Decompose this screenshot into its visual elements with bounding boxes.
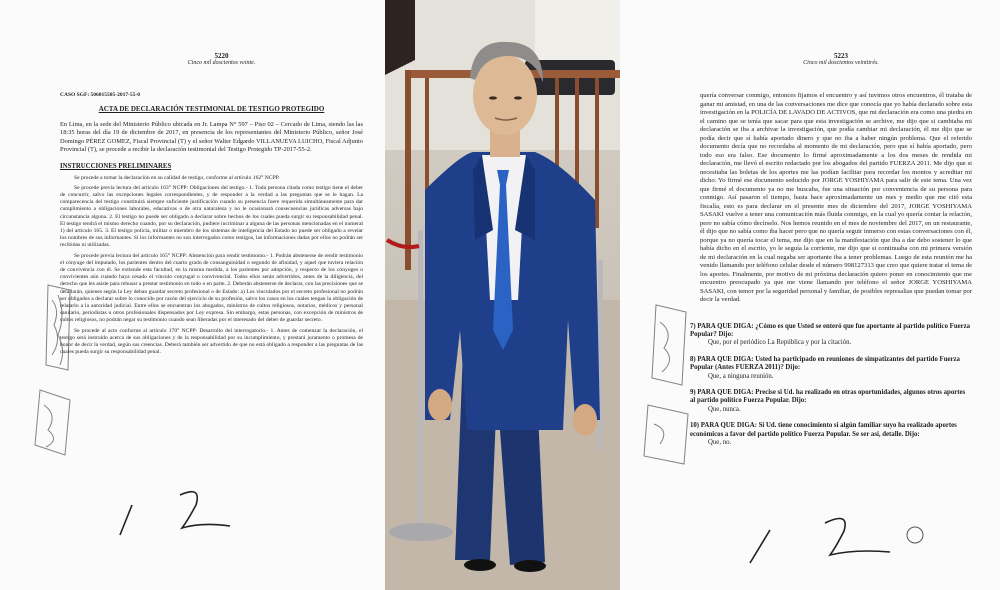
paragraph: Se procede previa lectura del artículo 163° NCPP: Obligaciones del testigo.- 1. Toda persona citada como testigo tiene el deber de concurrir, salvo las excepciones legales correspondientes, y de responder a la verdad a las preguntas que se le hagan. La comparecencia del testigo constituirá siempre suficiente justificación cuando su presencia fuere requerida simultáneamente para dar cumplimiento a obligaciones laborales, educativas o de otra naturaleza y no le ocasionará consecuencias jurídicas adversas bajo circunstancia alguna. 2. El testigo no puede ser obligado a declarar sobre hechos de los cuales pueda surgir su responsabilidad penal. El testigo tendrá el mismo derecho cuando, por su declaración, pudiere incriminar a alguna de las personas mencionadas en el numeral 1) del artículo 165. 3. El testigo policía, militar o miembro de los sistemas de inteligencia del Estado no puede ser obligado a revelar los nombres de sus informantes. Si los informantes no son interrogados como testigos, las informaciones dadas por ellos no podrán ser recibidas ni utilizadas.: [60, 184, 363, 249]
page-number: 5220: [214, 52, 229, 60]
question-text: PARA QUE DIGA: Usted ha participado en reuniones de simpatizantes del partido Fuerza Popular (Antes FUERZA 2011)? Dijo:: [690, 355, 960, 372]
question-item: [690, 389, 972, 414]
photo-illustration: [385, 0, 620, 590]
question-number: 10): [690, 422, 700, 430]
document-page-left: [0, 0, 385, 590]
answer-text: Que, por el periódico La República y por la citación.: [708, 339, 852, 347]
section-heading: INSTRUCCIONES PRELIMINARES: [60, 162, 172, 170]
page-number: 5223: [834, 52, 848, 60]
fingerprint-stamp: [640, 400, 695, 470]
question-number: 7): [690, 322, 696, 330]
paragraph: Se procede al acto conforme al artículo 170° NCPP: Desarrollo del interrogatorio.- 1. Antes de comenzar la declaración, el testigo será instruido acerca de sus obligaciones y de la responsabilidad por su incumplimiento, y prestará juramento o promesa de honor de decir la verdad, según sus creencias. Deberá también ser advertido de que no está obligado a responder a las preguntas de las cuales pueda surgir su responsabilidad penal.: [60, 327, 363, 356]
signature: [740, 505, 940, 570]
answer-text: Que, a ninguna reunión.: [708, 372, 774, 380]
fingerprint-stamp: [40, 280, 80, 375]
page-number-words: Cinco mil doscientos veintitrés.: [803, 60, 879, 66]
document-title: ACTA DE DECLARACIÓN TESTIMONIAL DE TESTIGO PROTEGIDO: [98, 105, 325, 113]
photo-man-in-blue-suit: [385, 0, 620, 590]
question-number: 8): [690, 355, 696, 363]
testimony-paragraph: quería conversar conmigo, entonces fijamos el encuentro y así tuvimos otros encuentros, él trataba de ganar mi amistad, en una de las conversaciones me dice que conocía que yo había declarado sobre esta investigación en la POLICÍA DE LAVADO DE ACTIVOS, que mi declaración era como una piedra en el camino que se tenía que sacar para que esta investigación se archive, me dijo que si cambiaba mi declaración se iba a archivar la investigación, que podía cambiar mi declaración, él me dijo que se podía decir que sí había aportado dinero y que no iba a haber ningún problema. Que el referido documento decía que no recordaba al momento de mi declaración, pero que sí había aportado, pero todo eso era falso. Ese documento lo firmé aproximadamente a los dos meses de rendida mi declaración, me llevó el escrito redactado por los abogados del partido FUERZA 2011. Me dijo que si necesitaba las boletas de los aportes me las podían facilitar para recordar los montos y acreditar mi dicho. Yo firmé ese documento seducido por JORGE YOSHIYAMA para salir de este tema. Una vez que firmé el documento ya no me buscaba, fue una situación por conveniencia de su persona para conmigo. Así pasaron el tiempo, hasta hace aproximadamente un mes y medio que me citó esta fiscalía, esto es para declarar en el presente mes de diciembre del 2017, JORGE YOSHIYAMA SASAKI vuelve a tener una comunicación más fluida conmigo, en la cual yo quería contar la relación, pero no sabía cómo decírselo. Nos hemos reunido en el mes de noviembre del 2017, en un restaurante, él dijo que no sabía como iba hacer pero que no quería seguir inmerso con estas conversaciones con él, porque ya no quería tocar el tema, me dijo que en la manifestación que iba a dar debo sostener lo que había dicho en el escrito, yo le seguía la corriente, me dijo que si continuaba con mi primera versión de mi declaración en la cual negaba ser aportante iba a tener problemas. Luego de esta reunión me ha venido llamando por teléfono celular desde el número 998127313 que creo que quiere tratar el tema de los aportes. Finalmente, por motivo de mi próxima declaración quiero poner en conocimiento que me encuentro preocupado ya que me viene llamando por teléfono el señor JORGE YOSHIYAMA SASAKI, con temor por la seguridad personal y familiar, de posibles represalias que puedan tomar por decir la verdad.: [700, 92, 972, 303]
question-item: [690, 323, 972, 348]
signature: [110, 480, 270, 545]
paragraph: Se procede a tomar la declaración en su calidad de testigo, conforme al artículo 162° NCPP.: [74, 174, 280, 181]
fingerprint-stamp: [648, 300, 693, 390]
case-reference: CASO SGF: 506015505-2017-55-0: [60, 92, 141, 98]
answer-text: Que, no.: [708, 438, 732, 446]
question-item: [690, 422, 972, 447]
answer-text: Que, nunca.: [708, 405, 741, 413]
question-text: PARA QUE DIGA: Si Ud. tiene conocimiento si algún familiar suyo ha realizado aportes económicos a favor del partido político Fuerza Popular. Se ser así, detalle. Dijo:: [690, 422, 957, 438]
page-number-words: Cinco mil doscientos veinte.: [187, 60, 256, 66]
question-text: PARA QUE DIGA: ¿Cómo es que Usted se enteró que fue aportante al partido político Fuerza Popular? Dijo:: [690, 322, 971, 338]
intro-paragraph: En Lima, en la sede del Ministerio Público ubicada en Jr. Lampa N° 597 – Piso 02 – Cercado de Lima, siendo las las 18:35 horas del día 19 de diciembre de 2017, en presencia de los representantes del Ministerio Público, señor José Domingo PÉREZ GOMEZ, Fiscal Provincial (T) y el señor Walter Edgardo VILLANUEVA LUICHO, Fiscal Adjunto Provincial (T), se procede a recibir la declaración testimonial del Testigo Protegido TP-2017-55-2.: [60, 121, 363, 154]
question-number: 9): [690, 388, 696, 396]
question-text: PARA QUE DIGA: Precise si Ud. ha realizado en otras oportunidades, algunos otros aportes al partido político Fuerza Popular. Dijo:: [690, 388, 966, 405]
question-item: [690, 356, 972, 381]
document-page-right: [620, 0, 1000, 590]
paragraph: Se procede previa lectura del artículo 165° NCPP: Abstención para rendir testimonio.- 1. Podrán abstenerse de rendir testimonio el cónyuge del imputado, los parientes dentro del cuarto grado de consanguinidad o segundo de afinidad, y aquel que tuviera relación de convivencia con él. Se extiende esta facultad, en la misma medida, a los parientes por adopción, y respecto de los cónyuges o convivientes aún cuando haya cesado el vínculo conyugal o convivencial. Todos ellos serán advertidos, antes de la diligencia, del derecho que les asiste para rehusar a prestar testimonio en todo o en parte. 2. Deberán abstenerse de declarar, con las precisiones que se detallarán, quienes según la Ley deban guardar secreto profesional o de Estado: a) Los vinculados por el secreto profesional no podrán ser obligados a declarar sobre lo conocido por razón del ejercicio de su profesión, salvo los casos en los cuales tengan la obligación de relatarlo a la autoridad judicial. Entre ellos se encuentran los abogados, ministros de cultos religiosos, notarios, médicos y personal sanitario, periodistas u otros profesionales dispensados por Ley expresa. Sin embargo, estas personas, con excepción de ministros de cultos religiosos, no podrán negar su testimonio cuando sean liberadas por el interesado del deber de guardar secreto.: [60, 252, 363, 324]
fingerprint-stamp: [30, 385, 80, 460]
